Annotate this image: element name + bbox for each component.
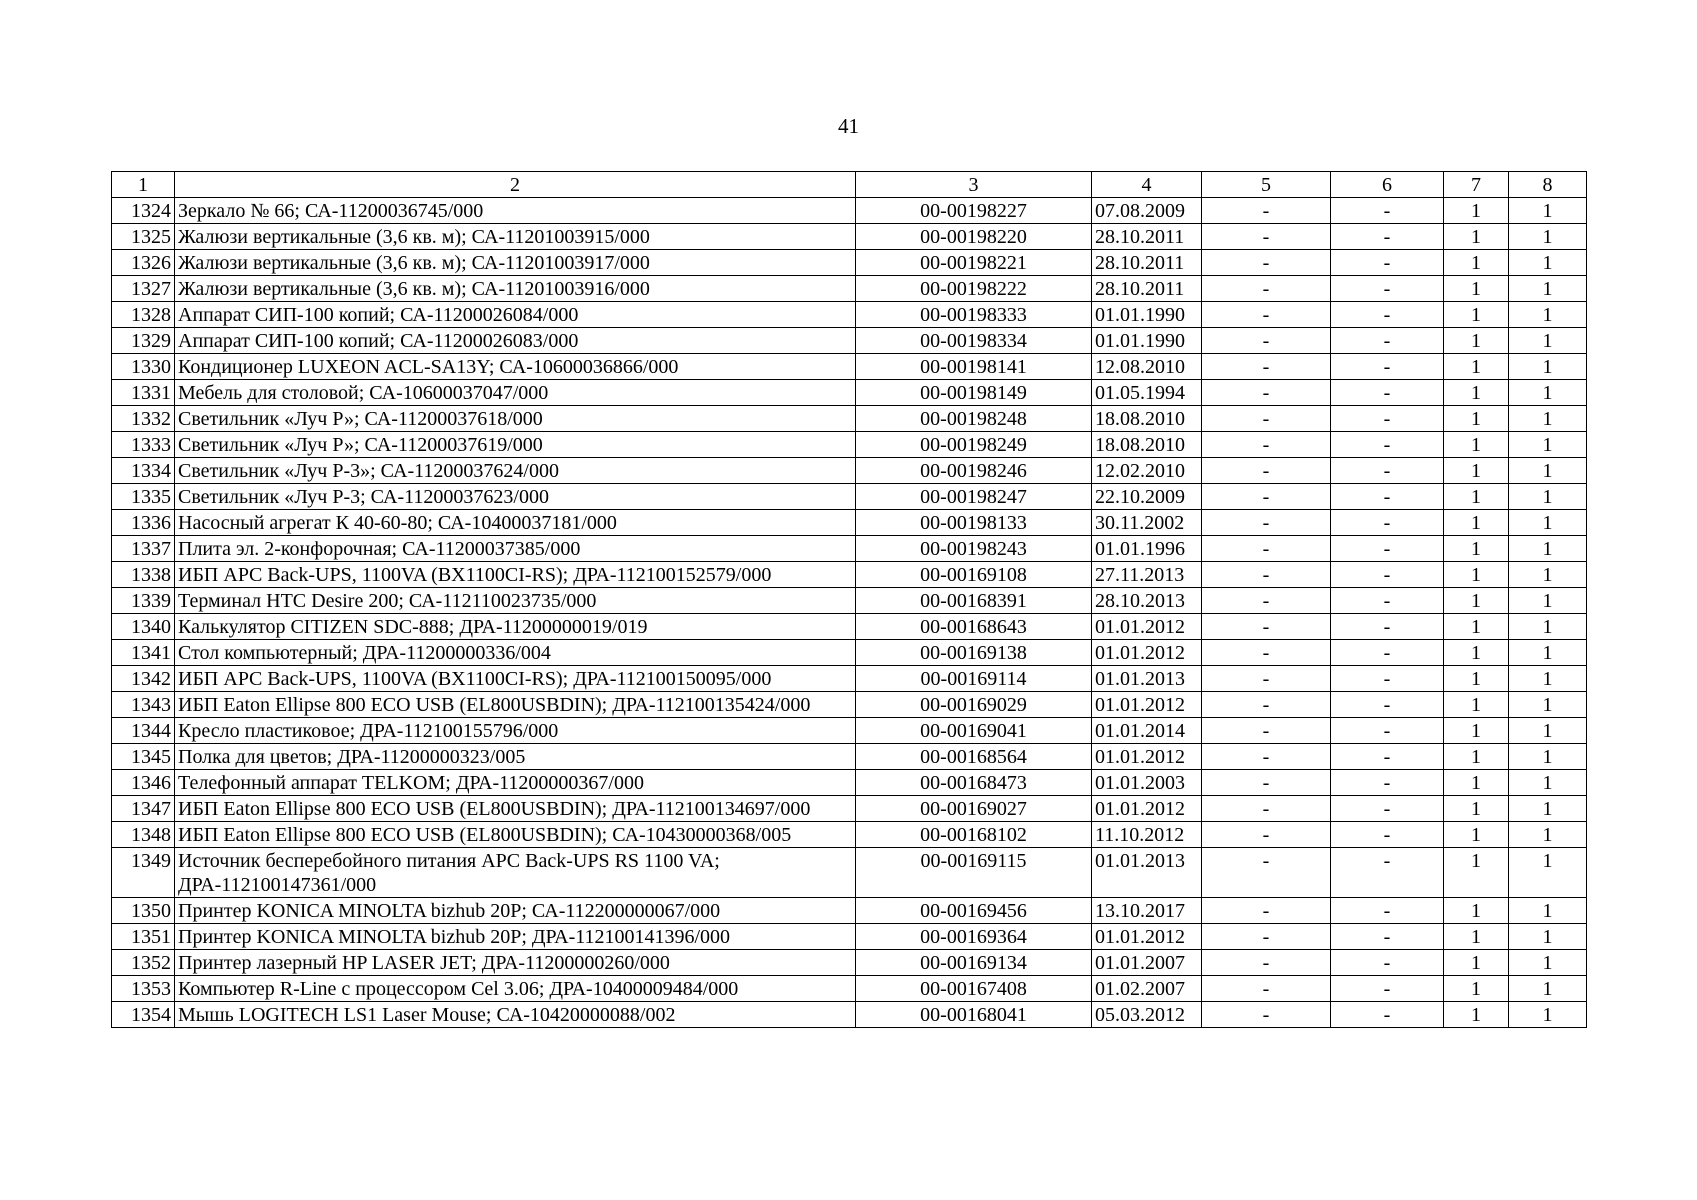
acquisition-date: 01.05.1994 bbox=[1092, 380, 1202, 406]
col5-value: - bbox=[1202, 276, 1331, 302]
item-description: ИБП Eaton Ellipse 800 ECO USB (EL800USBDIN); ДРА-112100134697/000 bbox=[175, 796, 856, 822]
col5-value: - bbox=[1202, 770, 1331, 796]
item-description: ИБП APC Back-UPS, 1100VA (BX1100CI-RS); ДРА-112100150095/000 bbox=[175, 666, 856, 692]
column-number: 6 bbox=[1331, 172, 1444, 198]
col5-value: - bbox=[1202, 562, 1331, 588]
table-row bbox=[112, 1002, 1587, 1028]
col5-value: - bbox=[1202, 354, 1331, 380]
col8-value: 1 bbox=[1509, 198, 1587, 224]
col7-value: 1 bbox=[1444, 354, 1509, 380]
row-number: 1347 bbox=[112, 796, 175, 822]
table-row bbox=[112, 198, 1587, 224]
col6-value: - bbox=[1331, 924, 1444, 950]
col5-value: - bbox=[1202, 796, 1331, 822]
table-row bbox=[112, 406, 1587, 432]
col5-value: - bbox=[1202, 976, 1331, 1002]
row-number: 1335 bbox=[112, 484, 175, 510]
table-row bbox=[112, 224, 1587, 250]
col6-value: - bbox=[1331, 432, 1444, 458]
item-description: Кресло пластиковое; ДРА-112100155796/000 bbox=[175, 718, 856, 744]
col8-value: 1 bbox=[1509, 796, 1587, 822]
acquisition-date: 05.03.2012 bbox=[1092, 1002, 1202, 1028]
col7-value: 1 bbox=[1444, 924, 1509, 950]
col5-value: - bbox=[1202, 744, 1331, 770]
inventory-code: 00-00198220 bbox=[856, 224, 1092, 250]
acquisition-date: 01.01.2012 bbox=[1092, 796, 1202, 822]
col8-value: 1 bbox=[1509, 770, 1587, 796]
col8-value: 1 bbox=[1509, 1002, 1587, 1028]
inventory-code: 00-00169364 bbox=[856, 924, 1092, 950]
inventory-code: 00-00168564 bbox=[856, 744, 1092, 770]
col6-value: - bbox=[1331, 666, 1444, 692]
table-row bbox=[112, 536, 1587, 562]
col6-value: - bbox=[1331, 484, 1444, 510]
col6-value: - bbox=[1331, 950, 1444, 976]
col7-value: 1 bbox=[1444, 198, 1509, 224]
col5-value: - bbox=[1202, 614, 1331, 640]
col5-value: - bbox=[1202, 1002, 1331, 1028]
col5-value: - bbox=[1202, 458, 1331, 484]
acquisition-date: 01.01.2014 bbox=[1092, 718, 1202, 744]
inventory-code: 00-00169027 bbox=[856, 796, 1092, 822]
col6-value: - bbox=[1331, 198, 1444, 224]
row-number: 1338 bbox=[112, 562, 175, 588]
acquisition-date: 11.10.2012 bbox=[1092, 822, 1202, 848]
column-number: 7 bbox=[1444, 172, 1509, 198]
col7-value: 1 bbox=[1444, 976, 1509, 1002]
inventory-code: 00-00198333 bbox=[856, 302, 1092, 328]
col8-value: 1 bbox=[1509, 276, 1587, 302]
acquisition-date: 01.01.2003 bbox=[1092, 770, 1202, 796]
acquisition-date: 28.10.2011 bbox=[1092, 250, 1202, 276]
inventory-code: 00-00198248 bbox=[856, 406, 1092, 432]
table-row bbox=[112, 950, 1587, 976]
item-description: Светильник «Луч Р»; СА-11200037619/000 bbox=[175, 432, 856, 458]
inventory-code: 00-00198149 bbox=[856, 380, 1092, 406]
acquisition-date: 12.02.2010 bbox=[1092, 458, 1202, 484]
col6-value: - bbox=[1331, 458, 1444, 484]
col7-value: 1 bbox=[1444, 744, 1509, 770]
col6-value: - bbox=[1331, 380, 1444, 406]
col7-value: 1 bbox=[1444, 302, 1509, 328]
col6-value: - bbox=[1331, 976, 1444, 1002]
item-description: Аппарат СИП-100 копий; СА-11200026083/000 bbox=[175, 328, 856, 354]
table-row bbox=[112, 692, 1587, 718]
col5-value: - bbox=[1202, 924, 1331, 950]
item-description: Насосный агрегат К 40-60-80; СА-10400037181/000 bbox=[175, 510, 856, 536]
col7-value: 1 bbox=[1444, 510, 1509, 536]
item-description: Принтер лазерный HP LASER JET; ДРА-11200000260/000 bbox=[175, 950, 856, 976]
acquisition-date: 12.08.2010 bbox=[1092, 354, 1202, 380]
col5-value: - bbox=[1202, 250, 1331, 276]
col6-value: - bbox=[1331, 328, 1444, 354]
inventory-code: 00-00198141 bbox=[856, 354, 1092, 380]
row-number: 1348 bbox=[112, 822, 175, 848]
acquisition-date: 28.10.2011 bbox=[1092, 224, 1202, 250]
col7-value: 1 bbox=[1444, 640, 1509, 666]
row-number: 1346 bbox=[112, 770, 175, 796]
table-row bbox=[112, 328, 1587, 354]
col6-value: - bbox=[1331, 640, 1444, 666]
row-number: 1324 bbox=[112, 198, 175, 224]
table-row bbox=[112, 822, 1587, 848]
row-number: 1337 bbox=[112, 536, 175, 562]
item-description: Калькулятор CITIZEN SDC-888; ДРА-11200000019/019 bbox=[175, 614, 856, 640]
item-description: Терминал HTC Desire 200; СА-112110023735/000 bbox=[175, 588, 856, 614]
col7-value: 1 bbox=[1444, 458, 1509, 484]
item-description: ИБП Eaton Ellipse 800 ECO USB (EL800USBDIN); ДРА-112100135424/000 bbox=[175, 692, 856, 718]
col7-value: 1 bbox=[1444, 1002, 1509, 1028]
col8-value: 1 bbox=[1509, 458, 1587, 484]
column-number: 3 bbox=[856, 172, 1092, 198]
inventory-code: 00-00169115 bbox=[856, 848, 1092, 898]
col7-value: 1 bbox=[1444, 484, 1509, 510]
inventory-table bbox=[111, 171, 1587, 1028]
col6-value: - bbox=[1331, 276, 1444, 302]
table-row bbox=[112, 432, 1587, 458]
inventory-table-body bbox=[112, 172, 1587, 1028]
col7-value: 1 bbox=[1444, 950, 1509, 976]
table-row bbox=[112, 354, 1587, 380]
col7-value: 1 bbox=[1444, 770, 1509, 796]
col8-value: 1 bbox=[1509, 822, 1587, 848]
table-row bbox=[112, 744, 1587, 770]
item-description: ИБП Eaton Ellipse 800 ECO USB (EL800USBDIN); СА-10430000368/005 bbox=[175, 822, 856, 848]
table-row bbox=[112, 458, 1587, 484]
acquisition-date: 01.01.1990 bbox=[1092, 302, 1202, 328]
col5-value: - bbox=[1202, 692, 1331, 718]
row-number: 1341 bbox=[112, 640, 175, 666]
row-number: 1345 bbox=[112, 744, 175, 770]
column-number: 4 bbox=[1092, 172, 1202, 198]
col6-value: - bbox=[1331, 796, 1444, 822]
acquisition-date: 28.10.2011 bbox=[1092, 276, 1202, 302]
col7-value: 1 bbox=[1444, 692, 1509, 718]
col5-value: - bbox=[1202, 484, 1331, 510]
col8-value: 1 bbox=[1509, 224, 1587, 250]
acquisition-date: 01.02.2007 bbox=[1092, 976, 1202, 1002]
col5-value: - bbox=[1202, 328, 1331, 354]
row-number: 1325 bbox=[112, 224, 175, 250]
col6-value: - bbox=[1331, 744, 1444, 770]
inventory-code: 00-00169108 bbox=[856, 562, 1092, 588]
row-number: 1327 bbox=[112, 276, 175, 302]
item-description: Мебель для столовой; СА-10600037047/000 bbox=[175, 380, 856, 406]
table-row bbox=[112, 848, 1587, 898]
col5-value: - bbox=[1202, 898, 1331, 924]
inventory-code: 00-00168102 bbox=[856, 822, 1092, 848]
col5-value: - bbox=[1202, 718, 1331, 744]
col6-value: - bbox=[1331, 536, 1444, 562]
acquisition-date: 01.01.1996 bbox=[1092, 536, 1202, 562]
inventory-code: 00-00198247 bbox=[856, 484, 1092, 510]
col6-value: - bbox=[1331, 510, 1444, 536]
col7-value: 1 bbox=[1444, 666, 1509, 692]
item-description: Мышь LOGITECH LS1 Laser Mouse; СА-10420000088/002 bbox=[175, 1002, 856, 1028]
col6-value: - bbox=[1331, 848, 1444, 898]
inventory-code: 00-00198227 bbox=[856, 198, 1092, 224]
col7-value: 1 bbox=[1444, 380, 1509, 406]
table-row bbox=[112, 276, 1587, 302]
col7-value: 1 bbox=[1444, 588, 1509, 614]
row-number: 1334 bbox=[112, 458, 175, 484]
inventory-code: 00-00167408 bbox=[856, 976, 1092, 1002]
table-row bbox=[112, 484, 1587, 510]
col8-value: 1 bbox=[1509, 328, 1587, 354]
table-row bbox=[112, 380, 1587, 406]
col8-value: 1 bbox=[1509, 406, 1587, 432]
col6-value: - bbox=[1331, 718, 1444, 744]
table-row bbox=[112, 302, 1587, 328]
inventory-code: 00-00198246 bbox=[856, 458, 1092, 484]
column-number-row bbox=[112, 172, 1587, 198]
col7-value: 1 bbox=[1444, 406, 1509, 432]
col8-value: 1 bbox=[1509, 718, 1587, 744]
col5-value: - bbox=[1202, 432, 1331, 458]
col6-value: - bbox=[1331, 770, 1444, 796]
row-number: 1332 bbox=[112, 406, 175, 432]
col8-value: 1 bbox=[1509, 666, 1587, 692]
column-number: 1 bbox=[112, 172, 175, 198]
col8-value: 1 bbox=[1509, 640, 1587, 666]
inventory-code: 00-00169029 bbox=[856, 692, 1092, 718]
acquisition-date: 18.08.2010 bbox=[1092, 432, 1202, 458]
item-description: Зеркало № 66; СА-11200036745/000 bbox=[175, 198, 856, 224]
col7-value: 1 bbox=[1444, 328, 1509, 354]
row-number: 1328 bbox=[112, 302, 175, 328]
column-number: 8 bbox=[1509, 172, 1587, 198]
col8-value: 1 bbox=[1509, 562, 1587, 588]
table-row bbox=[112, 614, 1587, 640]
row-number: 1330 bbox=[112, 354, 175, 380]
inventory-code: 00-00169114 bbox=[856, 666, 1092, 692]
col5-value: - bbox=[1202, 536, 1331, 562]
row-number: 1350 bbox=[112, 898, 175, 924]
col8-value: 1 bbox=[1509, 354, 1587, 380]
col6-value: - bbox=[1331, 562, 1444, 588]
item-description: Жалюзи вертикальные (3,6 кв. м); СА-11201003915/000 bbox=[175, 224, 856, 250]
item-description: Аппарат СИП-100 копий; СА-11200026084/000 bbox=[175, 302, 856, 328]
col8-value: 1 bbox=[1509, 250, 1587, 276]
col5-value: - bbox=[1202, 380, 1331, 406]
col7-value: 1 bbox=[1444, 432, 1509, 458]
table-row bbox=[112, 770, 1587, 796]
acquisition-date: 27.11.2013 bbox=[1092, 562, 1202, 588]
item-description: Светильник «Луч Р-3»; СА-11200037624/000 bbox=[175, 458, 856, 484]
col5-value: - bbox=[1202, 640, 1331, 666]
col5-value: - bbox=[1202, 588, 1331, 614]
inventory-code: 00-00169041 bbox=[856, 718, 1092, 744]
page-number: 41 bbox=[838, 114, 859, 138]
row-number: 1342 bbox=[112, 666, 175, 692]
col7-value: 1 bbox=[1444, 614, 1509, 640]
col8-value: 1 bbox=[1509, 950, 1587, 976]
col7-value: 1 bbox=[1444, 796, 1509, 822]
acquisition-date: 01.01.2012 bbox=[1092, 614, 1202, 640]
table-row bbox=[112, 976, 1587, 1002]
col8-value: 1 bbox=[1509, 976, 1587, 1002]
col5-value: - bbox=[1202, 406, 1331, 432]
inventory-code: 00-00168473 bbox=[856, 770, 1092, 796]
inventory-code: 00-00168391 bbox=[856, 588, 1092, 614]
col8-value: 1 bbox=[1509, 898, 1587, 924]
col8-value: 1 bbox=[1509, 484, 1587, 510]
col8-value: 1 bbox=[1509, 692, 1587, 718]
col8-value: 1 bbox=[1509, 848, 1587, 898]
row-number: 1336 bbox=[112, 510, 175, 536]
inventory-code: 00-00168643 bbox=[856, 614, 1092, 640]
col5-value: - bbox=[1202, 302, 1331, 328]
col6-value: - bbox=[1331, 354, 1444, 380]
acquisition-date: 01.01.2012 bbox=[1092, 924, 1202, 950]
col8-value: 1 bbox=[1509, 744, 1587, 770]
col6-value: - bbox=[1331, 588, 1444, 614]
col5-value: - bbox=[1202, 666, 1331, 692]
item-description: Светильник «Луч Р»; СА-11200037618/000 bbox=[175, 406, 856, 432]
inventory-code: 00-00169138 bbox=[856, 640, 1092, 666]
col7-value: 1 bbox=[1444, 276, 1509, 302]
acquisition-date: 01.01.2013 bbox=[1092, 848, 1202, 898]
col6-value: - bbox=[1331, 822, 1444, 848]
col8-value: 1 bbox=[1509, 588, 1587, 614]
item-description: Компьютер R-Line с процессором Cel 3.06; ДРА-10400009484/000 bbox=[175, 976, 856, 1002]
col7-value: 1 bbox=[1444, 224, 1509, 250]
inventory-code: 00-00169456 bbox=[856, 898, 1092, 924]
col5-value: - bbox=[1202, 224, 1331, 250]
col8-value: 1 bbox=[1509, 536, 1587, 562]
inventory-code: 00-00198334 bbox=[856, 328, 1092, 354]
row-number: 1352 bbox=[112, 950, 175, 976]
row-number: 1344 bbox=[112, 718, 175, 744]
item-description: Принтер KONICA MINOLTA bizhub 20P; ДРА-112100141396/000 bbox=[175, 924, 856, 950]
item-description: Светильник «Луч Р-3; СА-11200037623/000 bbox=[175, 484, 856, 510]
inventory-code: 00-00198221 bbox=[856, 250, 1092, 276]
acquisition-date: 18.08.2010 bbox=[1092, 406, 1202, 432]
column-number: 5 bbox=[1202, 172, 1331, 198]
col5-value: - bbox=[1202, 822, 1331, 848]
item-description: ИБП APC Back-UPS, 1100VA (BX1100CI-RS); ДРА-112100152579/000 bbox=[175, 562, 856, 588]
row-number: 1343 bbox=[112, 692, 175, 718]
acquisition-date: 13.10.2017 bbox=[1092, 898, 1202, 924]
col5-value: - bbox=[1202, 198, 1331, 224]
col5-value: - bbox=[1202, 848, 1331, 898]
col7-value: 1 bbox=[1444, 718, 1509, 744]
col6-value: - bbox=[1331, 614, 1444, 640]
table-row bbox=[112, 924, 1587, 950]
col5-value: - bbox=[1202, 950, 1331, 976]
col7-value: 1 bbox=[1444, 562, 1509, 588]
acquisition-date: 01.01.1990 bbox=[1092, 328, 1202, 354]
acquisition-date: 01.01.2012 bbox=[1092, 692, 1202, 718]
col6-value: - bbox=[1331, 1002, 1444, 1028]
item-description: Принтер KONICA MINOLTA bizhub 20P; СА-112200000067/000 bbox=[175, 898, 856, 924]
acquisition-date: 28.10.2013 bbox=[1092, 588, 1202, 614]
item-description: Жалюзи вертикальные (3,6 кв. м); СА-11201003916/000 bbox=[175, 276, 856, 302]
inventory-code: 00-00198133 bbox=[856, 510, 1092, 536]
item-description: Телефонный аппарат TELKOM; ДРА-11200000367/000 bbox=[175, 770, 856, 796]
inventory-code: 00-00169134 bbox=[856, 950, 1092, 976]
row-number: 1340 bbox=[112, 614, 175, 640]
acquisition-date: 01.01.2012 bbox=[1092, 640, 1202, 666]
col8-value: 1 bbox=[1509, 614, 1587, 640]
item-description: Стол компьютерный; ДРА-11200000336/004 bbox=[175, 640, 856, 666]
inventory-code: 00-00198243 bbox=[856, 536, 1092, 562]
acquisition-date: 01.01.2007 bbox=[1092, 950, 1202, 976]
col7-value: 1 bbox=[1444, 898, 1509, 924]
table-row bbox=[112, 718, 1587, 744]
col7-value: 1 bbox=[1444, 822, 1509, 848]
col6-value: - bbox=[1331, 224, 1444, 250]
col6-value: - bbox=[1331, 302, 1444, 328]
acquisition-date: 07.08.2009 bbox=[1092, 198, 1202, 224]
inventory-code: 00-00198249 bbox=[856, 432, 1092, 458]
table-row bbox=[112, 250, 1587, 276]
acquisition-date: 01.01.2013 bbox=[1092, 666, 1202, 692]
item-description: Источник бесперебойного питания APC Back-UPS RS 1100 VA; ДРА-112100147361/000 bbox=[175, 848, 856, 898]
col7-value: 1 bbox=[1444, 536, 1509, 562]
col8-value: 1 bbox=[1509, 302, 1587, 328]
row-number: 1326 bbox=[112, 250, 175, 276]
row-number: 1329 bbox=[112, 328, 175, 354]
col8-value: 1 bbox=[1509, 432, 1587, 458]
table-row bbox=[112, 562, 1587, 588]
col6-value: - bbox=[1331, 898, 1444, 924]
row-number: 1353 bbox=[112, 976, 175, 1002]
col6-value: - bbox=[1331, 692, 1444, 718]
acquisition-date: 01.01.2012 bbox=[1092, 744, 1202, 770]
column-number: 2 bbox=[175, 172, 856, 198]
item-description: Кондиционер LUXEON ACL-SA13Y; СА-10600036866/000 bbox=[175, 354, 856, 380]
table-row bbox=[112, 796, 1587, 822]
col6-value: - bbox=[1331, 250, 1444, 276]
col7-value: 1 bbox=[1444, 250, 1509, 276]
col6-value: - bbox=[1331, 406, 1444, 432]
table-row bbox=[112, 640, 1587, 666]
inventory-code: 00-00168041 bbox=[856, 1002, 1092, 1028]
item-description: Плита эл. 2-конфорочная; СА-11200037385/000 bbox=[175, 536, 856, 562]
acquisition-date: 22.10.2009 bbox=[1092, 484, 1202, 510]
col8-value: 1 bbox=[1509, 510, 1587, 536]
table-row bbox=[112, 588, 1587, 614]
col5-value: - bbox=[1202, 510, 1331, 536]
table-row bbox=[112, 510, 1587, 536]
row-number: 1331 bbox=[112, 380, 175, 406]
item-description: Полка для цветов; ДРА-11200000323/005 bbox=[175, 744, 856, 770]
table-row bbox=[112, 898, 1587, 924]
col8-value: 1 bbox=[1509, 924, 1587, 950]
col8-value: 1 bbox=[1509, 380, 1587, 406]
table-row bbox=[112, 666, 1587, 692]
col7-value: 1 bbox=[1444, 848, 1509, 898]
row-number: 1339 bbox=[112, 588, 175, 614]
inventory-code: 00-00198222 bbox=[856, 276, 1092, 302]
row-number: 1349 bbox=[112, 848, 175, 898]
row-number: 1333 bbox=[112, 432, 175, 458]
item-description: Жалюзи вертикальные (3,6 кв. м); СА-11201003917/000 bbox=[175, 250, 856, 276]
acquisition-date: 30.11.2002 bbox=[1092, 510, 1202, 536]
row-number: 1354 bbox=[112, 1002, 175, 1028]
row-number: 1351 bbox=[112, 924, 175, 950]
